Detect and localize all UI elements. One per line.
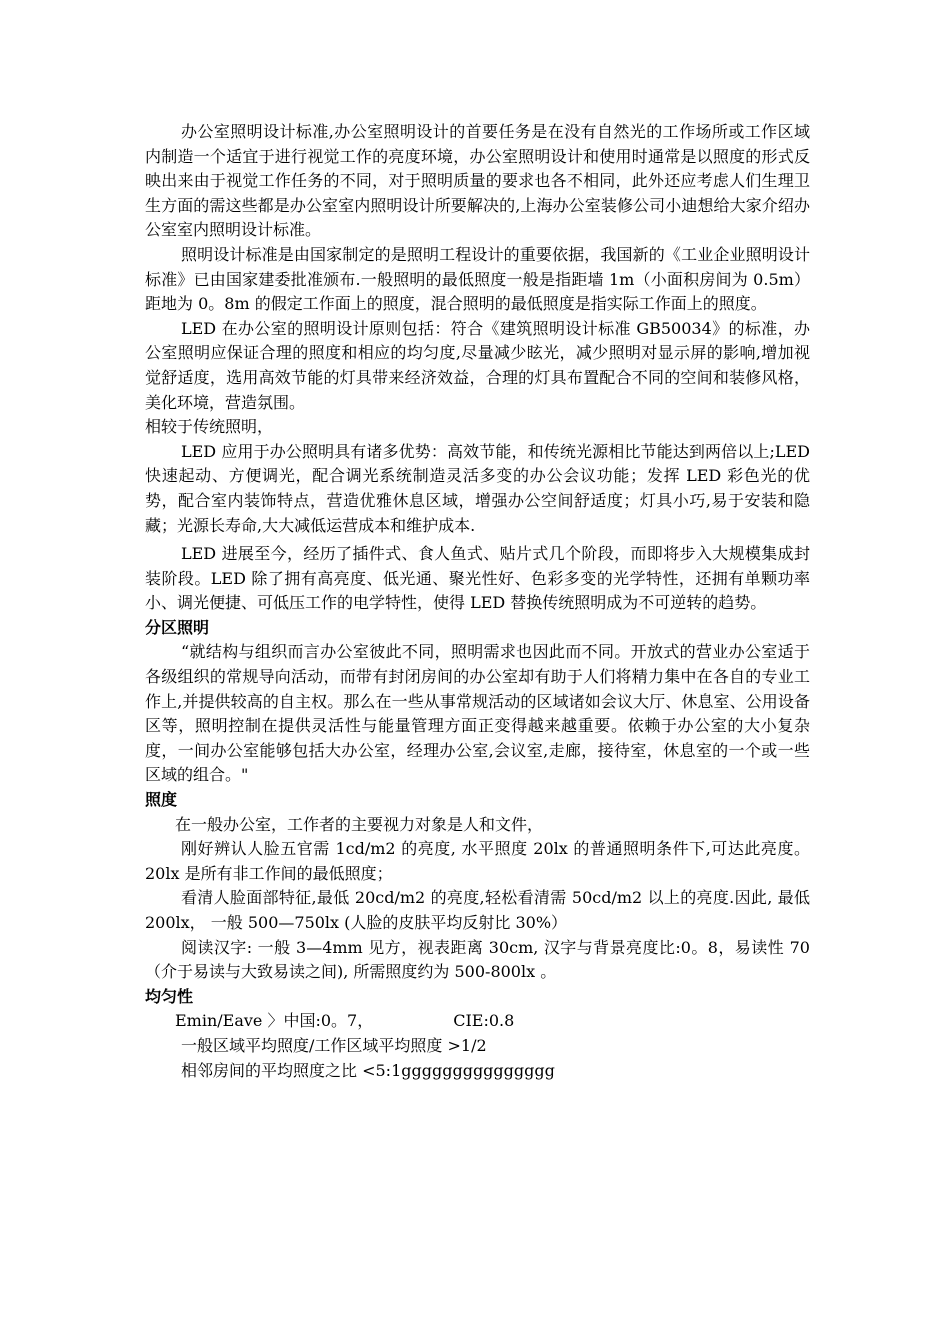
standard-paragraph: 照明设计标准是由国家制定的是照明工程设计的重要依据，我国新的《工业企业照明设计标准》已由国家建委批准颁布.一般照明的最低照度一般是指距墙 1m（小面积房间为 0.5m）距地为 0。8m 的假定工作面上的照度，混合照明的最低照度是指实际工作面上的照度。 <box>145 244 810 314</box>
uniformity-heading: 均匀性 <box>145 986 194 1006</box>
comparison-line: 相较于传统照明， <box>145 417 274 437</box>
illuminance-paragraph-3: 看清人脸面部特征,最低 20cd/m2 的亮度,轻松看清需 50cd/m2 以上的亮度.因此, 最低 200lx， 一般 500—750lx (人脸的皮肤平均反射比 30%） <box>145 888 810 932</box>
zone-lighting-paragraph: “就结构与组织而言办公室彼此不同，照明需求也因此而不同。开放式的营业办公室适于各级组织的常规导向活动，而带有封闭房间的办公室却有助于人们将精力集中在各自的专业工作上,并提供较高的自主权。那么在一些从事常规活动的区域诸如会议大厅、休息室、公用设备区等，照明控制在提供灵活性与能量管理方面正变得越来越重要。依赖于办公室的大小复杂度，一间办公室能够包括大办公室，经理办公室,会议室,走廊，接待室，休息室的一个或一些区域的组合。" <box>145 642 810 785</box>
led-advantages-paragraph: LED 应用于办公照明具有诸多优势：高效节能，和传统光源相比节能达到两倍以上;LED 快速起动、方便调光，配合调光系统制造灵活多变的办公会议功能；发挥 LED 彩色光的优势，配合室内装饰特点，营造优雅休息区域，增强办公空间舒适度；灯具小巧,易于安装和隐藏；光源长寿命,大大减低运营成本和维护成本. <box>145 441 810 535</box>
illuminance-paragraph-2: 刚好辨认人脸五官需 1cd/m2 的亮度, 水平照度 20lx 的普通照明条件下,可达此亮度。 20lx 是所有非工作间的最低照度； <box>145 839 810 883</box>
uniformity-cie-value: CIE:0.8 <box>453 1011 515 1031</box>
led-principles-paragraph: LED 在办公室的照明设计原则包括：符合《建筑照明设计标准 GB50034》的标准，办公室照明应保证合理的照度和相应的均匀度,尽量减少眩光，减少照明对显示屏的影响,增加视觉舒适度，选用高效节能的灯具带来经济效益，合理的灯具布置配合不同的空间和装修风格，美化环境，营造氛围。 <box>145 318 810 412</box>
illuminance-paragraph-1: 在一般办公室，工作者的主要视力对象是人和文件， <box>175 814 544 834</box>
zone-lighting-heading: 分区照明 <box>145 617 210 637</box>
intro-paragraph: 办公室照明设计标准,办公室照明设计的首要任务是在没有自然光的工作场所或工作区域内制造一个适宜于进行视觉工作的亮度环境，办公室照明设计和使用时通常是以照度的形式反映出来由于视觉工作任务的不同，对于照明质量的要求也各不相同，此外还应考虑人们生理卫生方面的需这些都是办公室室内照明设计所要解决的,上海办公室装修公司小迪想给大家介绍办公室室内照明设计标准。 <box>145 122 810 240</box>
illuminance-heading: 照度 <box>145 790 178 810</box>
uniformity-line-2: 一般区域平均照度/工作区域平均照度 >1/2 <box>181 1035 487 1055</box>
uniformity-line-3: 相邻房间的平均照度之比 <5:1ggggggggggggggg <box>181 1060 555 1080</box>
uniformity-china-value: Emin/Eave 〉中国:0。7， <box>175 1011 374 1031</box>
uniformity-line-1 <box>145 1009 810 1034</box>
illuminance-paragraph-4: 阅读汉字: 一般 3—4mm 见方，视表距离 30cm, 汉字与背景亮度比:0。8，易读性 70（介于易读与大致易读之间), 所需照度约为 500-800lx 。 <box>145 937 810 982</box>
led-development-paragraph: LED 进展至今，经历了插件式、食人鱼式、贴片式几个阶段，而即将步入大规模集成封装阶段。LED 除了拥有高亮度、低光通、聚光性好、色彩多变的光学特性，还拥有单颗功率小、调光便捷、可低压工作的电学特性，使得 LED 替换传统照明成为不可逆转的趋势。 <box>145 544 810 613</box>
